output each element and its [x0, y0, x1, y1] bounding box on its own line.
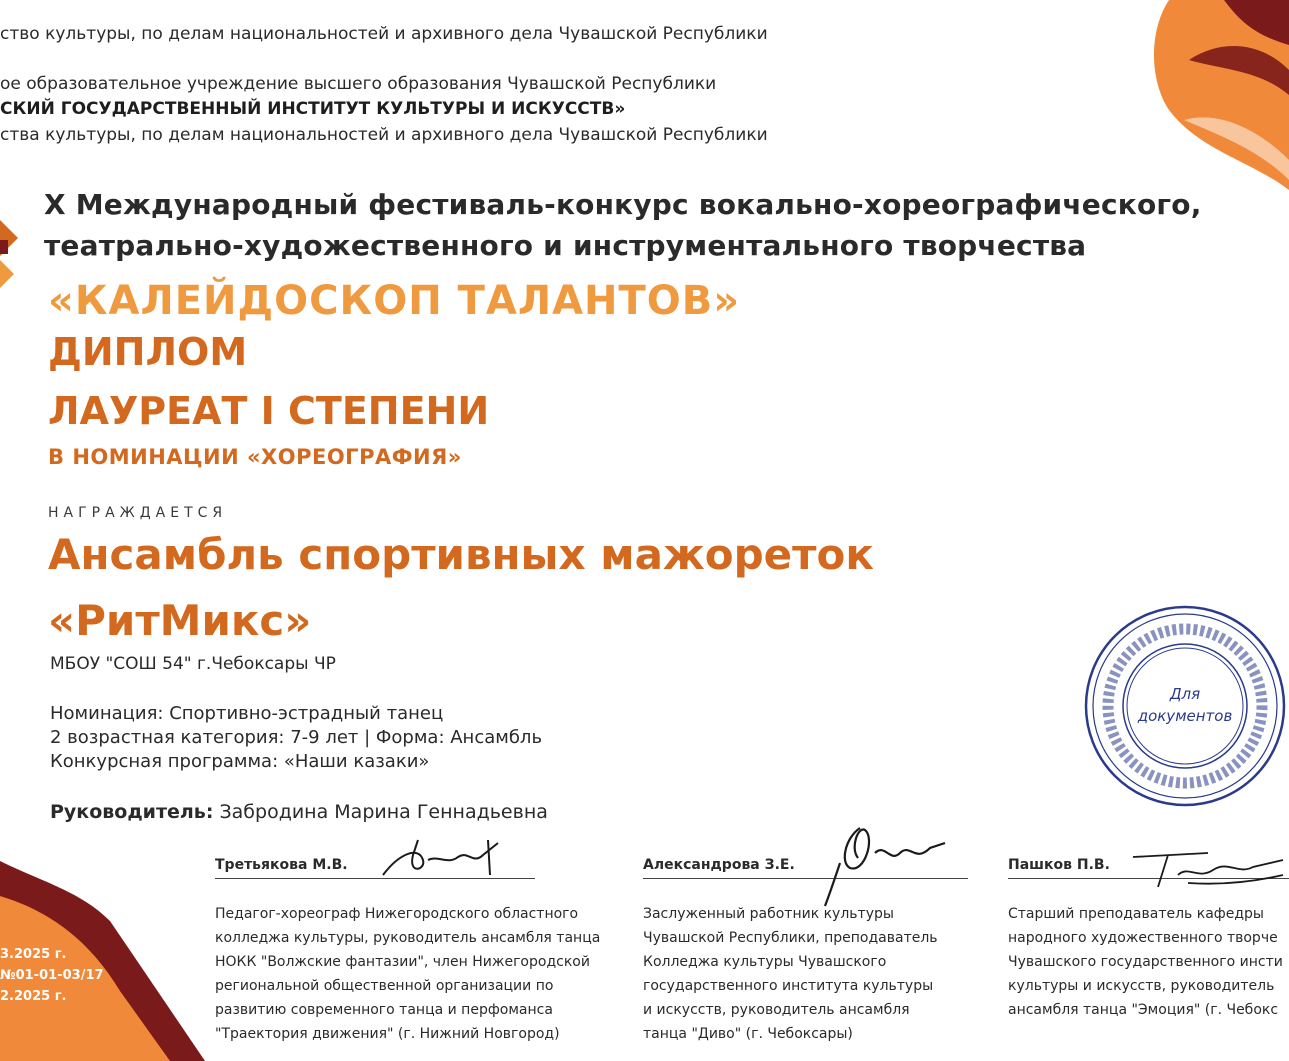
- leader-name: Забродина Марина Геннадьевна: [219, 801, 548, 823]
- top-right-decoration: [1129, 0, 1289, 190]
- official-stamp: [1082, 603, 1288, 809]
- ministry-line-1: ство культуры, по делам национальностей и архивного дела Чувашской Республики: [0, 24, 768, 44]
- ministry-line-2: ства культуры, по делам национальностей и архивного дела Чувашской Республики: [0, 125, 768, 145]
- recipient-name-line-1: Ансамбль спортивных мажореток: [48, 530, 874, 579]
- diploma-title: ДИПЛОМ: [48, 330, 248, 374]
- detail-nomination: Номинация: Спортивно-эстрадный танец: [50, 703, 444, 724]
- nomination-heading: В НОМИНАЦИИ «ХОРЕОГРАФИЯ»: [48, 445, 462, 469]
- signatory-1-name: Третьякова М.В.: [215, 857, 348, 873]
- institution-line-1: ое образовательное учреждение высшего образования Чувашской Республики: [0, 74, 717, 94]
- signature-1: [378, 835, 518, 885]
- signatory-2-description: Заслуженный работник культуры Чувашской Республики, преподаватель Колледжа культуры Чувашского государственного института культуры и искусств, руководитель ансамбля танца "Диво" (г. Чебоксары): [643, 906, 938, 1042]
- signatory-2-name: Александрова З.Е.: [643, 857, 795, 873]
- signature-2: [820, 818, 950, 908]
- left-logo-fragment: [0, 210, 22, 300]
- leader-label: Руководитель:: [50, 801, 214, 823]
- awarded-label: НАГРАЖДАЕТСЯ: [48, 505, 228, 521]
- school-name: МБОУ "СОШ 54" г.Чебоксары ЧР: [50, 654, 336, 674]
- detail-program: Конкурсная программа: «Наши казаки»: [50, 751, 430, 772]
- signature-3: [1128, 845, 1288, 895]
- laureate-degree: ЛАУРЕАТ I СТЕПЕНИ: [48, 389, 490, 433]
- signatory-1-description: Педагог-хореограф Нижегородского областного колледжа культуры, руководитель ансамбля танца НОКК "Волжские фантазии", член Нижегородской региональной общественной организации по развитию современного танца и перфоманса "Траектория движения" (г. Нижний Новгород): [215, 906, 601, 1042]
- stamp-text-line-2: документов: [1137, 707, 1233, 725]
- festival-title-line-1: X Международный фестиваль-конкурс вокально-хореографического,: [44, 188, 1202, 221]
- stamp-text-line-1: Для: [1169, 685, 1201, 703]
- signatory-3-description: Старший преподаватель кафедры народного художественного творче Чувашского государственного инсти культуры и искусств, руководитель ансамбля танца "Эмоция" (г. Чебокс: [1008, 906, 1283, 1018]
- issue-dates: 3.2025 г. №01-01-03/17 2.2025 г.: [0, 947, 104, 1004]
- institution-name: СКИЙ ГОСУДАРСТВЕННЫЙ ИНСТИТУТ КУЛЬТУРЫ И ИСКУССТВ»: [0, 99, 626, 119]
- signatory-3-name: Пашков П.В.: [1008, 857, 1110, 873]
- recipient-name-line-2: «РитМикс»: [48, 596, 312, 645]
- festival-title-line-2: театрально-художественного и инструментального творчества: [44, 229, 1087, 262]
- detail-category: 2 возрастная категория: 7-9 лет | Форма: Ансамбль: [50, 727, 543, 748]
- festival-brand-name: «КАЛЕЙДОСКОП ТАЛАНТОВ»: [48, 278, 741, 324]
- leader-row: [50, 801, 548, 823]
